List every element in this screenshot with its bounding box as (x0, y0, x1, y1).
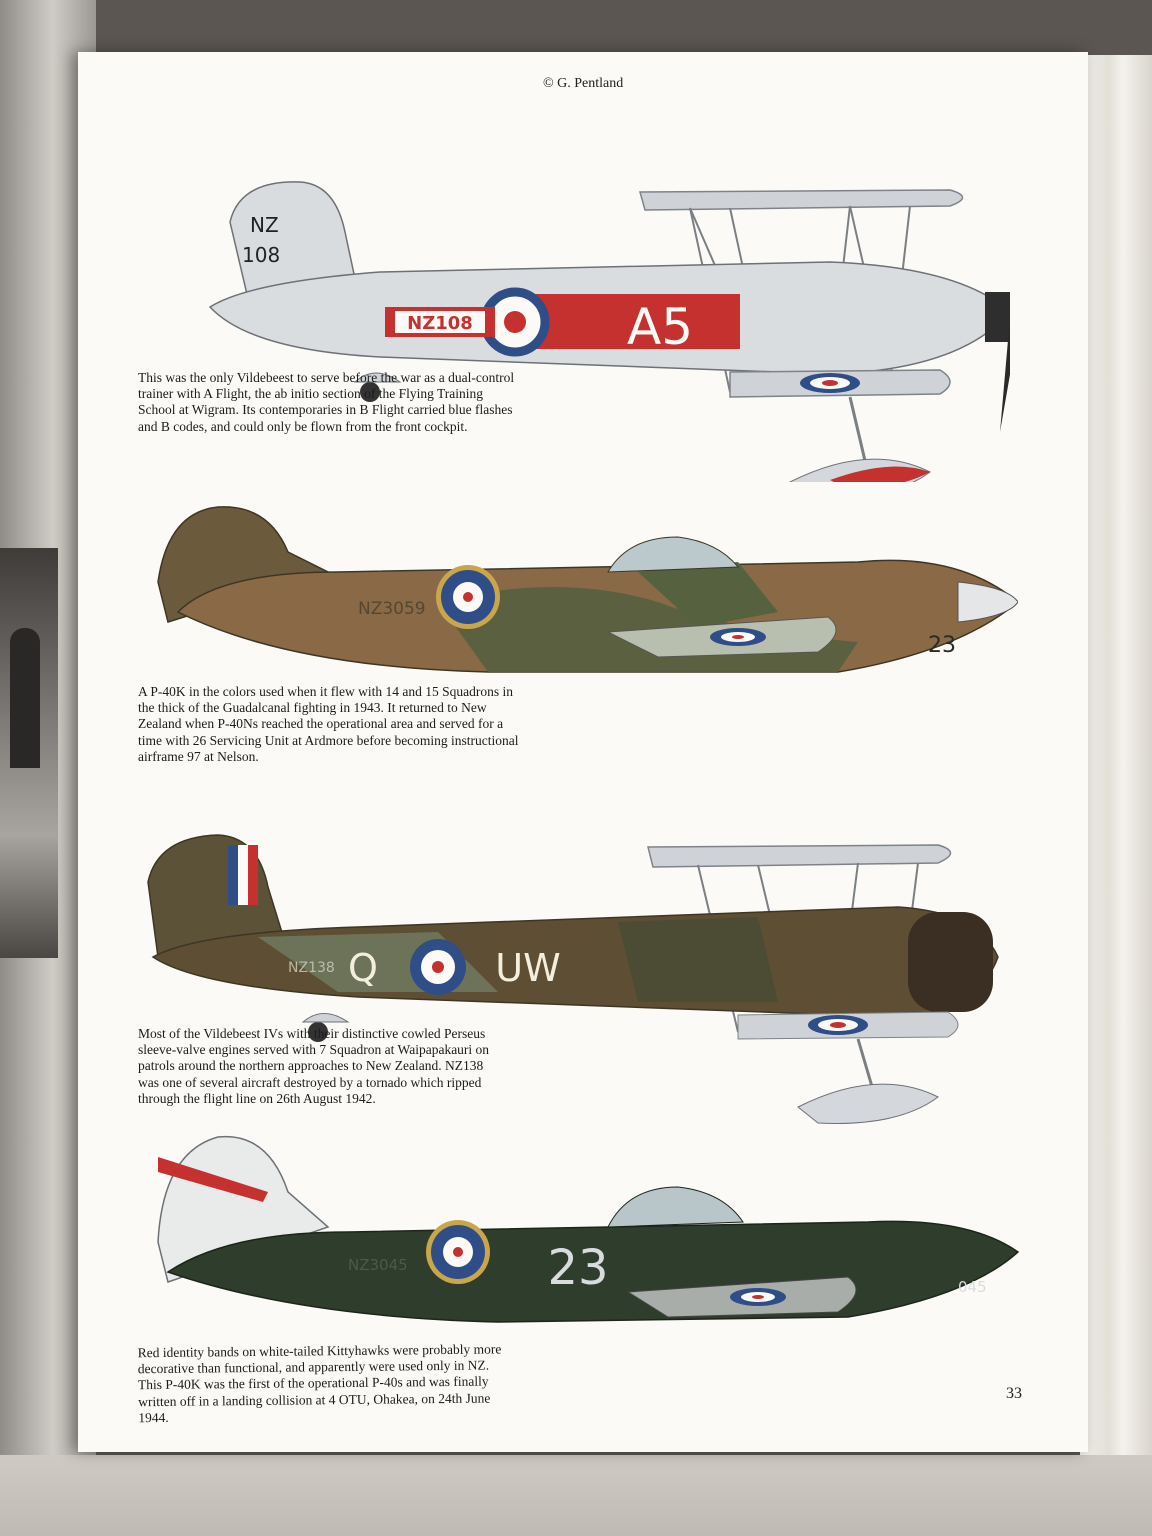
page-stack-edge (1080, 55, 1152, 1455)
page-number: 33 (1006, 1385, 1022, 1402)
caption-line: patrols around the northern approaches to New Zealand. NZ138 (138, 1058, 484, 1074)
caption-line: through the flight line on 26th August 1942. (138, 1090, 376, 1106)
aircraft-illustration-p40k-nz3059 (138, 492, 1018, 682)
caption-line: sleeve-valve engines served with 7 Squadron at Waipapakauri on (138, 1042, 490, 1058)
caption-line: decorative than functional, and apparently were used only in NZ. (137, 1357, 490, 1377)
table-surface (0, 1455, 1152, 1536)
caption-line: A P-40K in the colors used when it flew with 14 and 15 Squadrons in (138, 684, 513, 699)
caption-line: This was the only Vildebeest to serve before the war as a dual-control (138, 370, 515, 385)
caption-line: airframe 97 at Nelson. (138, 748, 259, 764)
caption-line: was one of several aircraft destroyed by a tornado which ripped (138, 1074, 482, 1090)
code-marking: A5 (626, 298, 694, 356)
artist-credit: © G. Pentland (543, 76, 624, 91)
code-marking: 23 (547, 1240, 609, 1296)
left-page-photo (0, 548, 58, 958)
plate-3-caption (138, 1026, 562, 1107)
code-right-marking: UW (495, 946, 561, 990)
caption-line: trainer with A Flight, the ab initio section of the Flying Training (138, 386, 483, 402)
caption-line: time with 26 Servicing Unit at Ardmore before becoming instructional (138, 732, 519, 748)
caption-line: Most of the Vildebeest IVs with their distinctive cowled Perseus (138, 1026, 486, 1041)
aircraft-illustration-p40k-nz3045 (148, 1132, 1028, 1332)
plate-1-caption (138, 370, 562, 435)
caption-line: the thick of the Guadalcanal fighting in 1943. It returned to New (138, 700, 487, 716)
caption-line: Red identity bands on white-tailed Kittyhawks were probably more (137, 1341, 502, 1361)
tail-prefix-marking: NZ (250, 213, 279, 237)
serial-marking: NZ3059 (358, 599, 426, 619)
serial-marking: NZ138 (288, 960, 335, 976)
nose-number-marking: 045 (958, 1278, 987, 1296)
caption-line: and B codes, and could only be flown from the front cockpit. (138, 418, 468, 434)
serial-marking: NZ108 (407, 313, 473, 334)
code-left-marking: Q (348, 946, 378, 990)
caption-line: written off in a landing collision at 4 OTU, Ohakea, on 24th June (138, 1390, 491, 1409)
hangar-arch (10, 628, 40, 768)
plate-2-caption (138, 684, 562, 765)
tail-number-marking: 108 (242, 243, 281, 267)
book-page (78, 52, 1088, 1452)
caption-line: School at Wigram. Its contemporaries in B Flight carried blue flashes (138, 402, 513, 418)
serial-marking: NZ3045 (348, 1256, 408, 1274)
code-marking: 23 (928, 633, 956, 658)
plate-4-caption (138, 1341, 563, 1426)
caption-line: Zealand when P-40Ns reached the operational area and served for a (138, 716, 504, 732)
caption-line: This P-40K was the first of the operational P-40s and was finally (137, 1373, 489, 1393)
caption-line: 1944. (138, 1409, 169, 1426)
